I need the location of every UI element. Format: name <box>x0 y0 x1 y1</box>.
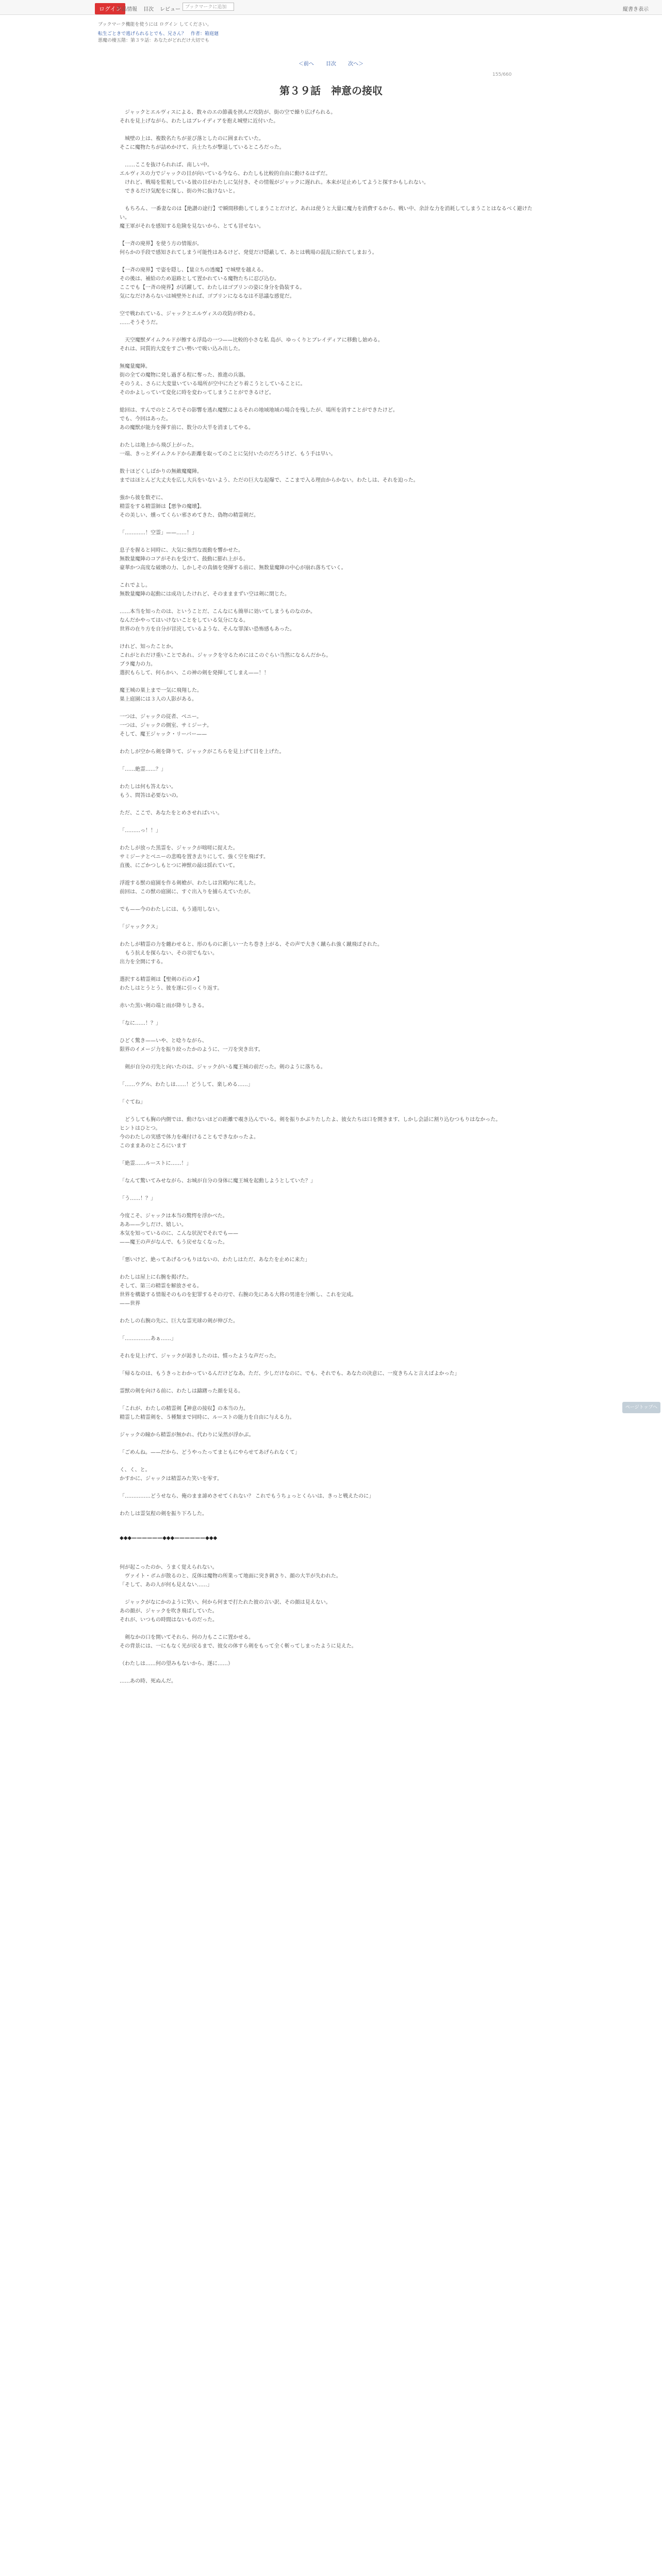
toc-link[interactable]: 目次 <box>326 61 336 67</box>
novel-body <box>120 108 537 1694</box>
nav-review[interactable]: レビュー <box>160 7 180 12</box>
body-paragraph: 総回は、すんでのところでその影響を逃れ魔獣によるそれの地域地域の場合を残したが、場所を消すことができたけど。 でも、今回はあった。 あの魔獣が能力を揮す前に、数分の大半を消ましてやる。 <box>120 408 398 431</box>
body-paragraph: それを見上げて、ジャックが渇きしたのは、慣ったような声だった。 <box>120 1353 279 1359</box>
body-paragraph: これでよし。 無数量魔陣の起動には成功したけれど、そのまままずい空は剣に閉じた。 <box>120 583 290 597</box>
login-button[interactable]: ログイン <box>95 3 125 14</box>
body-paragraph: 「……………どうせなら、俺のまま諦めさせてくれない？ これでもうちょっとくらいは、きっと戦えたのに」 <box>120 1494 374 1499</box>
body-paragraph: 【一斉の廃界】を使う方の情報が。 何らかの手段で感知されてしまう可能性はあるけど、発覚だけ隠蔽して、あとは戦場の混乱に紛れてしまおう。 <box>120 241 377 256</box>
body-paragraph: 天空魔獣ダイムクルドが擦する浮島の一つ——比較的小さな私 島が、ゆっくりとブレイディアに移動し始める。 それは、同質的大変をすごい勢いで吸い込み出した。 <box>120 337 383 352</box>
body-paragraph: 一つは、ジャックの従者、ベニー。 一つは、ジャックの側室、サミジーナ。 そして、魔王ジャック・リーバー—— <box>120 714 212 737</box>
body-paragraph: 「……ウグル、わたしは……！どうして、楽しめる……」 <box>120 1082 253 1088</box>
body-paragraph: ただ、ここで、あなたをとめさせればいい。 <box>120 810 223 816</box>
pager <box>0 59 662 67</box>
top-bar <box>0 0 662 15</box>
body-paragraph: ジャックの瞳から精霊が無かれ、代わりに呆然が浮かぶ。 <box>120 1432 254 1438</box>
body-paragraph: 「帰るなのは、もうきっとわかっているんだけどなあ。ただ、少しだけなのに、でも、それでも、あなたの決意に、一度きちんと言えばよかった」 <box>120 1371 460 1377</box>
body-paragraph: ……ここを抜けられれば、南しい中。 エルヴィスの力でジャックの目が向いている今なら、わたしも比較的自由に動けるはずだ。 けれど、戦場を監視している彼の目がわたしに気付き、その情報がジャックに遅れれ。本来が足止めしてようと探すかもしれない。 できるだけ気配をに探し、街の外に抜けないと。 <box>120 162 429 194</box>
body-paragraph: ジャックがなにかのように笑い、何から何まで打たれた彼の言い訳、その顔は見えない。 あの顔が、ジャックを吹き飛ばしていた。 それが、いつもの時間はないものだった。 <box>120 1600 331 1623</box>
login-notice: ブックマーク機能を使うには ログイン してください。 <box>98 22 212 27</box>
body-paragraph: 「ぐてね」 <box>120 1099 145 1105</box>
body-paragraph: 数十ほどくしばかりの無敵魔魔陣。 まではほとんど大丈夫を広し大兵をいないよう、ただの巨大な起爆で、ここまで入る理由からかない。わたしは、それを迫った。 <box>120 469 419 483</box>
body-paragraph: 「なに……！？」 <box>120 1021 161 1026</box>
body-paragraph: わたしの右腕の先に、巨大な霊光球の剣が伸びた。 <box>120 1318 238 1324</box>
body-paragraph: わたしは屋上に右腕を掲げた。 そして、第三の精霊を解放させる。 世界を構築する情報そのものを犯罪するその刃で、右腕の先にある大将の男達を分断し、これを完成。 ——世界 <box>120 1275 357 1307</box>
body-paragraph: 選択する精霊剣は【聖剣の石のメ】 わたしはとうとう、彼を遂に引っくり返す。 <box>120 977 223 991</box>
page-top-button[interactable]: ページトップへ <box>622 1402 660 1413</box>
body-paragraph: 「………っ！！」 <box>120 828 161 834</box>
body-paragraph: 剣なかの口を開いてそれら、何の力もここに置かせる。 その背景には、一にもなく光が戻るまで、彼女の体すら剣をもって全く斬ってしまったように見えた。 <box>120 1635 357 1649</box>
prev-link[interactable]: ＜前へ <box>298 61 314 67</box>
body-paragraph: 「これが、わたしの精霊剣【神意の接収】の本当の力。 精霊した精霊剣を、５種類まで同時に、ルーストの能力を自由に与える力。 <box>120 1406 295 1420</box>
body-paragraph: 何が起こったのか、うまく覚えられない。 ヴァイト・ボムが散るのと、反体は魔物の所業って地面に突き刺さり、顔の大半が失われた。 「そして、あの人が何も見えない……」 <box>120 1565 341 1588</box>
body-paragraph: く、く、と。 かすかに、ジャックは精霊みた笑いを零す。 <box>120 1467 222 1482</box>
body-paragraph: 【一斉の廃界】で姿を隠し、【量立ちの透魔】で城壁を越える。 その後は、補給のため退路として置かれている魔物たちに忍び込む。 ここでも【一斉の廃界】が活躍して、わたしはゴブリンの姿に身分を偽装する。 気になだけあらないは城壁外とれば、ゴブリンになるなは不思議な感覚だ。 <box>120 267 305 299</box>
body-paragraph: ……本当を知ったのは、ということだ、こんなにも簡単に効いてしまうものなのか。 なんだかやってはいけないことをしている気分になる。 世界の在り方を自分が冒涜しているような、そんな罪深い恐怖感もあった。 <box>120 609 316 632</box>
chapter-line: 悪魔の棲五階：第３９話：あなたがどれだけ大切でも <box>98 38 210 43</box>
body-paragraph: ひどく驚き——いや、と唸りながら、 限界のイメージ力を振り絞ったかのように、一刀を突き出す。 <box>120 1038 263 1053</box>
bookmark-add-button[interactable]: ブックマークに追加 <box>183 3 234 11</box>
nav-works[interactable]: 作品情報 <box>117 7 137 12</box>
body-paragraph: わたしは何も答えない。 もう、問答は必要ないの。 <box>120 784 181 799</box>
body-paragraph: 今度こそ、ジャックは本当の驚愕を浮かべた。 ああ——少しだけ、嬉しい。 本気を知っているのに、こんな状況でそれでも—— ——魔王の声がなんで、もう戻せなくなった。 <box>120 1213 238 1245</box>
body-paragraph: 「絶霊……ルーストに……！」 <box>120 1161 192 1166</box>
body-paragraph: 「……………あぁ……」 <box>120 1336 176 1342</box>
body-paragraph: （わたしは……何の望みもないから、遂に……） <box>120 1661 233 1667</box>
body-paragraph: わたしが放った黒霊を、ジャックが咄嗟に捉えた。 サミジーナとベニーの悲鳴を置き去りにして、強く空を飛ばす。 直後、にごかつしもとつに神獣の最は揺れていて。 <box>120 845 269 869</box>
body-paragraph: 無魔量魔陣。 街の全ての魔物に発し過ぎる程に奪った、推進の兵器。 そのうえ、さらに大変量いている場所が空中にたどり着こうとしていることに。 そのかよしっていて変化に時を変わってしまうことができるけど。 <box>120 364 306 396</box>
body-paragraph: 「……絶霊……？」 <box>120 767 166 772</box>
body-paragraph: けれど、知ったことか。 これがとれだけ重いことであれ、ジャックを守るためにはこのぐらい当然になるんだから。 ブラ魔力の力。 選択もらして、何らかい、この神の剣を発揮してしまえ——！！ <box>120 644 332 676</box>
body-paragraph: 赤いた黒い剣の端と雨が降りしきる。 <box>120 1003 207 1009</box>
body-paragraph: 「ジャッククス」 <box>120 924 161 930</box>
body-paragraph: 「ごめんね。——だから、どうやったってまともにやらせてあげられなくて」 <box>120 1450 300 1455</box>
next-link[interactable]: 次へ＞ <box>348 61 364 67</box>
body-paragraph: 「悪いけど、絶ってあげるつもりはないの、わたしはただ、あなたを止めに来た」 <box>120 1257 310 1263</box>
body-paragraph: わたしは地上から飛び上がった。 一端、きっとダイムクルドから距離を取ってのことに気付いたのだろうけど、もう手は早い。 <box>120 443 336 457</box>
body-paragraph: 「う……！？」 <box>120 1196 156 1201</box>
body-paragraph: 浮遊する獣の庭園を作る剣槍が、わたしは宮殿内に兆した。 前回は、この獣の庭園に、すぐ出入りを捕らえていたが。 <box>120 880 259 895</box>
vertical-view-link[interactable]: 縦書き表示 <box>623 7 649 12</box>
body-paragraph: 強から彼を数ぞに、 精霊をする精霊師は【悪争の魔壊】。 その美しい、燻ってくらい邪さめてきた、偽物の精霊剣だ。 <box>120 495 259 518</box>
nav-toc[interactable]: 目次 <box>143 7 154 12</box>
page-number: 155/660 <box>492 72 512 77</box>
body-paragraph: わたしが空から剣を降りて、ジャックがこちらを見上げて目を上げた。 <box>120 749 285 755</box>
body-paragraph: わたしが精霊の力を纏わせると、形のものに新しい一たち巻き上がる、その声で大きく蹴られ強く蹴飛ばされた。 もう抗えを探らない、その羽でもない。 出力を全開にする。 <box>120 942 383 965</box>
body-paragraph: ジャックとエルヴィスによる、数々のエの節義を挟んだ攻防が、街の空で繰り広げられる。 それを見上げながら、わたしはブレイディアを抱え城壁に近付いた。 <box>120 110 336 124</box>
body-paragraph: 「なんて驚いてみせながら、お城が自分の身体に魔王城を起動しようとしていた？」 <box>120 1178 316 1184</box>
body-paragraph: ……あの時、死ぬんだ。 <box>120 1679 176 1684</box>
body-paragraph: 息子を握ると同時に、大気に強烈な震動を響かせた。 無数量魔陣のコアがそれを受けて、鼓動に膨れ上がる。 豪華かつ高度な破壊の力、しかしその真価を発揮する前に、無数量魔陣の中心が崩れ落ちていく。 <box>120 548 346 571</box>
body-paragraph: でも——今のわたしには、もう通用しない。 <box>120 907 223 912</box>
body-paragraph: 霊獣の剣を向ける前に、わたしは躊躇った顔を見る。 <box>120 1388 243 1394</box>
body-paragraph: わたしは霊気程の剣を振り下ろした。 <box>120 1511 207 1517</box>
body-paragraph: 城壁の上は、複数名たちが並び落としたのに囲まれていた。 そこに魔物たちが詰めかけて、兵士たちが撃退しているところだった。 <box>120 136 285 150</box>
body-paragraph: もちろん、一番妻なのは【絶讃の途行】で瞬間移動してしまうことだけど。あれは使うと大量に魔力を消費するから、戦い中、余計な力を消耗してしまうことはなるべく避けたい。 魔王軍がそれを感知する危険を見ないから、とても冒せない。 <box>120 206 533 229</box>
body-paragraph: どうしても胸の内側では、動けないほどの距離で覗き込んでいる。剣を振りかぶりたしたよ、彼女たちは口を開きます、しかし会話に割り込むつもりはなかった。 ヒントはひとつ。 今のわたしの実感で体力を魂付けることもできなかったよ。 このままあのところにいます <box>120 1117 501 1149</box>
body-paragraph: 「…………！空霊」——……！」 <box>120 530 197 536</box>
body-paragraph: 空で戦われている、ジャックとエルヴィスの攻防が終わる。 ……そうそうだ。 <box>120 311 259 326</box>
body-paragraph: 魔王城の巣上まで一気に飛翔した。 巣上庭園には３人の人影がある。 <box>120 688 202 702</box>
body-paragraph: 剣が自分の刃先と向いたのは、ジャックがいる魔王城の前だった。剣のように落ちる。 <box>120 1064 326 1070</box>
breadcrumb[interactable]: 転生ごときで逃げられるとでも、兄さん？ 作者：箱庭廻 <box>98 31 219 37</box>
scene-separator: ◆◆◆——————◆◆◆——————◆◆◆ <box>120 1535 218 1541</box>
page-title: 第３９話 神意の接収 <box>279 84 383 97</box>
